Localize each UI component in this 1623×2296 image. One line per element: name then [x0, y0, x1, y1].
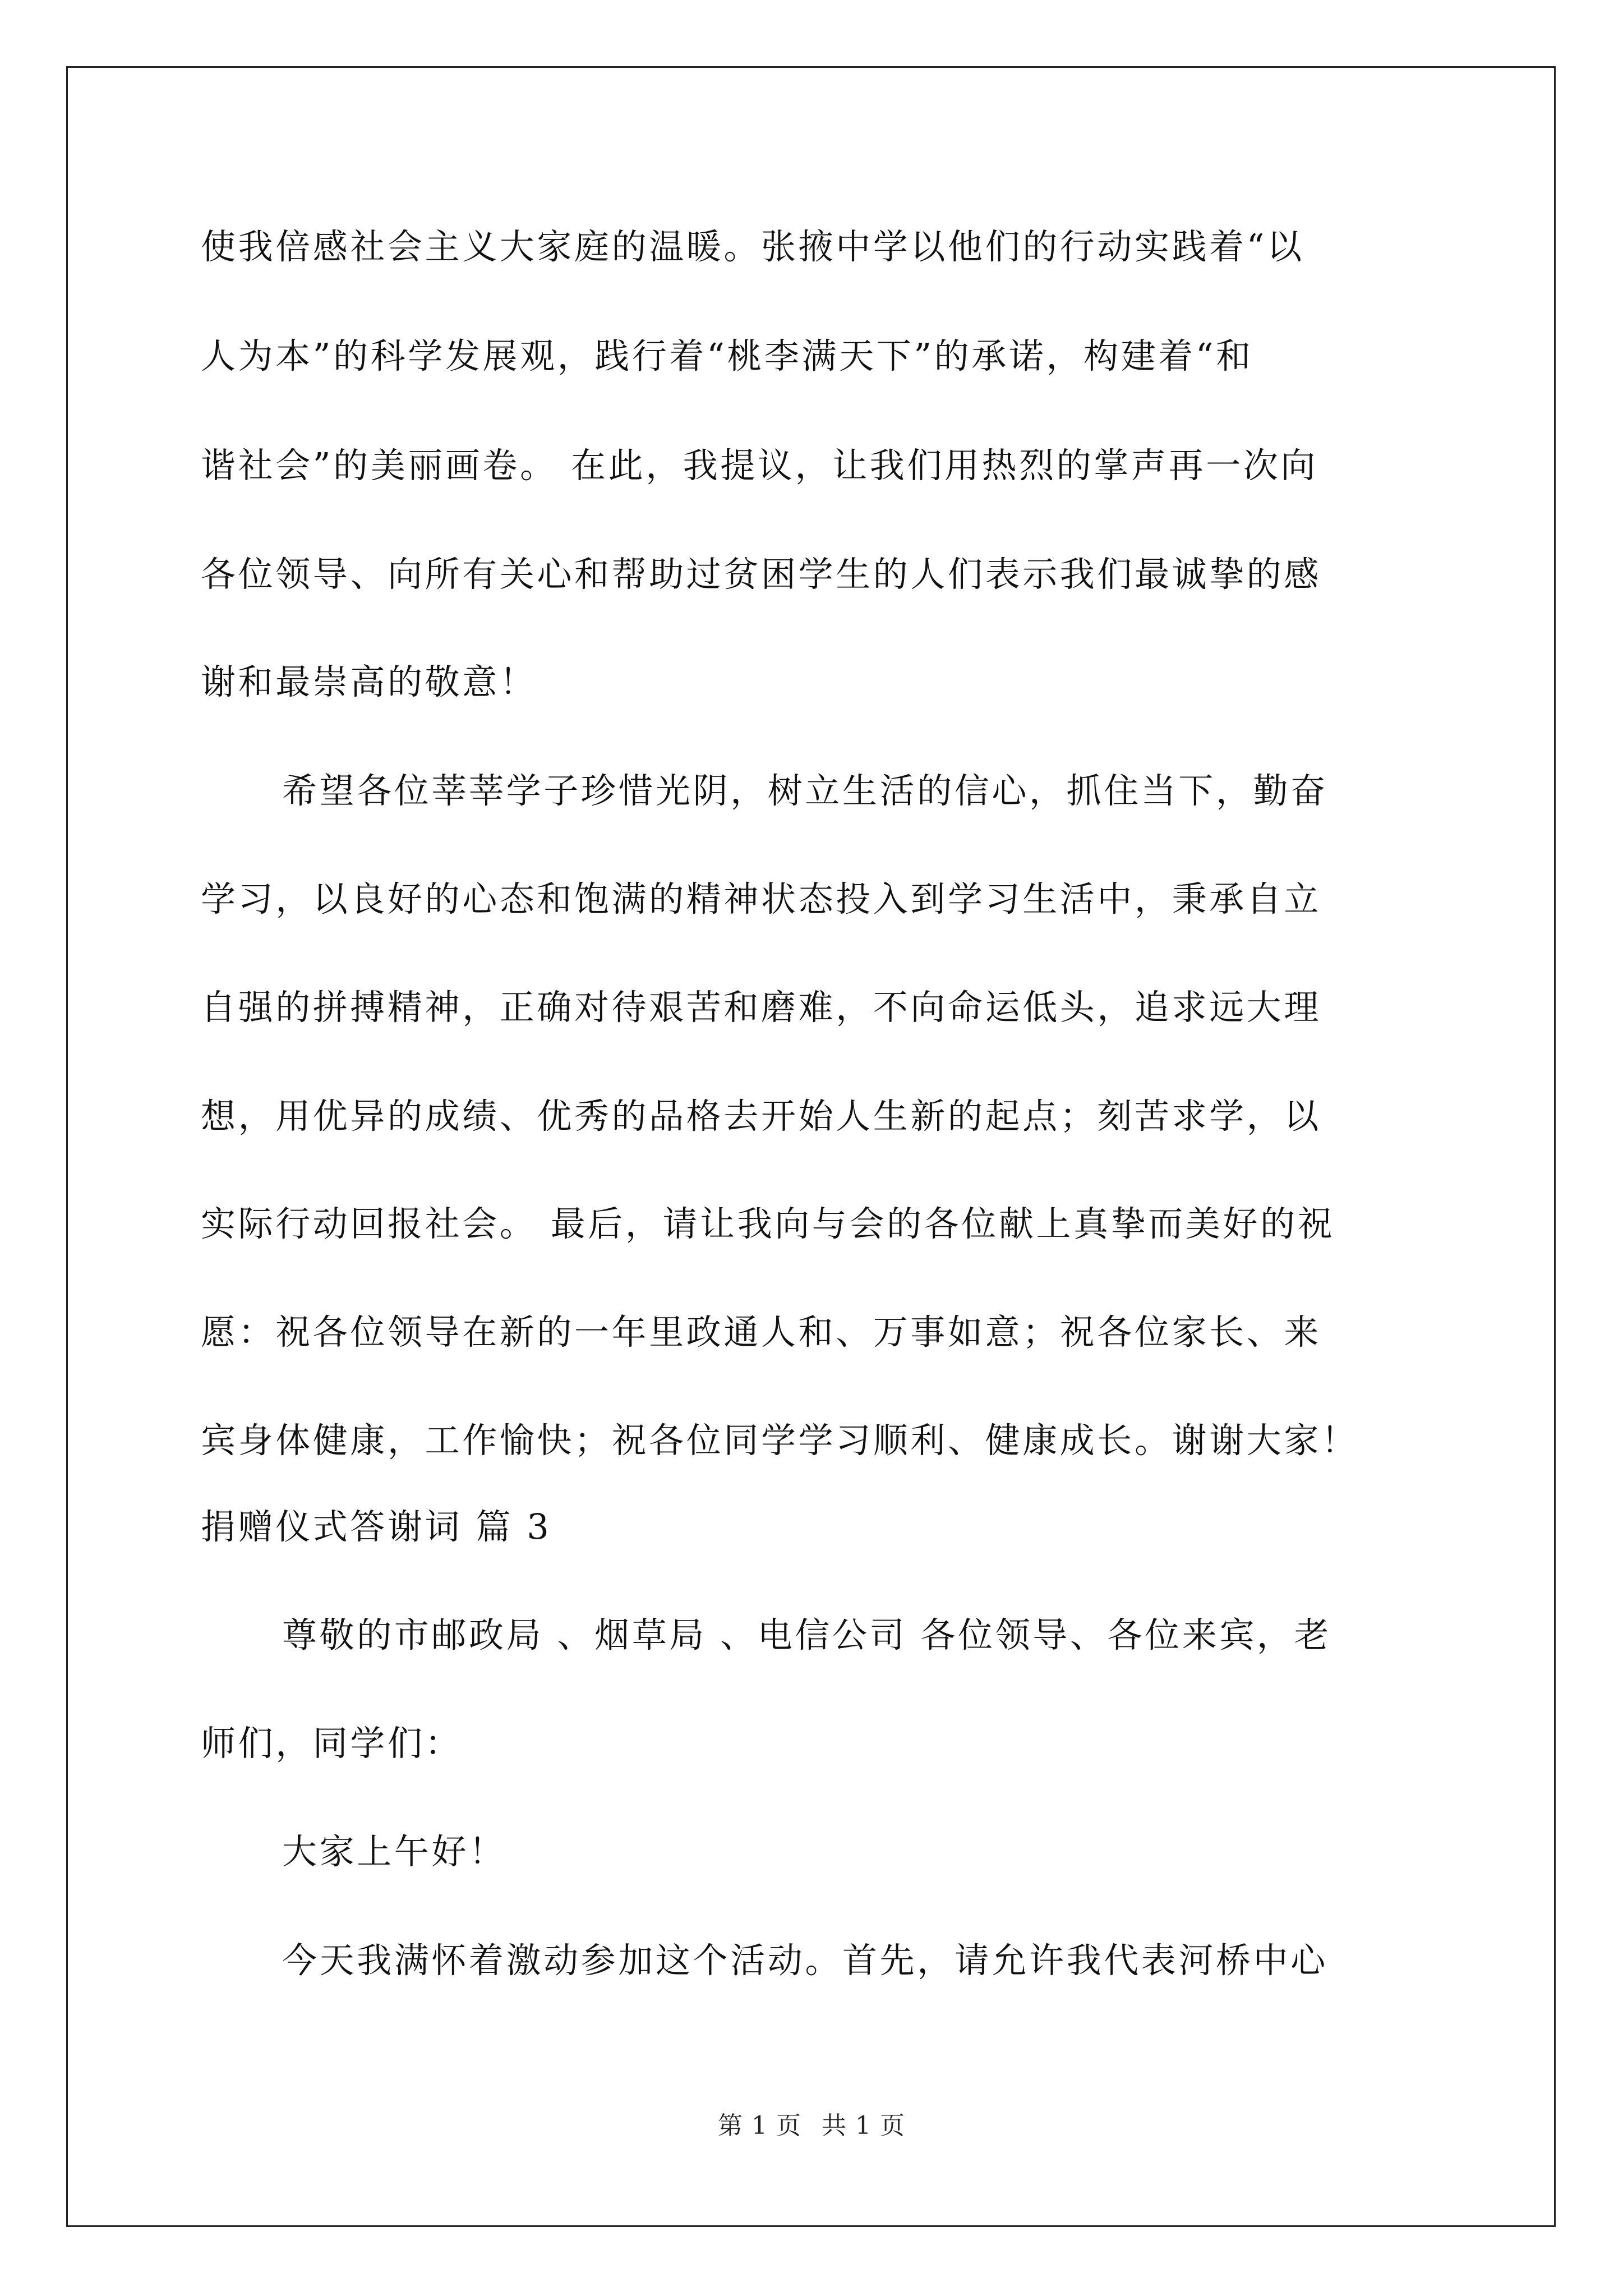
- text-line: 谢和最崇高的敬意！: [201, 661, 537, 702]
- page-footer: [0, 2110, 1623, 2142]
- text-line: 谐社会”的美丽画卷。 在此，我提议，让我们用热烈的掌声再一次向: [201, 445, 1318, 486]
- text-line: 宾身体健康，工作愉快；祝各位同学学习顺利、健康成长。谢谢大家！: [201, 1420, 1359, 1461]
- page-total: 共 1 页: [822, 2111, 905, 2140]
- text-line: 希望各位莘莘学子珍惜光阴，树立生活的信心，抓住当下，勤奋: [282, 770, 1328, 811]
- text-line: 自强的拼搏精神，正确对待艰苦和磨难，不向命运低头，追求远大理: [201, 987, 1322, 1028]
- text-line: 尊敬的市邮政局 、烟草局 、电信公司 各位领导、各位来宾，老: [282, 1614, 1332, 1655]
- text-line: 使我倍感社会主义大家庭的温暖。张掖中学以他们的行动实践着“以: [201, 226, 1304, 267]
- page-number: 第 1 页: [718, 2111, 801, 2140]
- text-line: 学习，以良好的心态和饱满的精神状态投入到学习生活中，秉承自立: [201, 878, 1322, 919]
- text-line: 各位领导、向所有关心和帮助过贫困学生的人们表示我们最诚挚的感: [201, 554, 1322, 595]
- text-line: 大家上午好！: [282, 1831, 506, 1872]
- text-line: 实际行动回报社会。 最后，请让我向与会的各位献上真挚而美好的祝: [201, 1203, 1335, 1244]
- text-line: 愿：祝各位领导在新的一年里政通人和、万事如意；祝各位家长、来: [201, 1312, 1322, 1352]
- section-heading: 捐赠仪式答谢词 篇 3: [201, 1506, 552, 1547]
- page-border: [66, 66, 1556, 2227]
- text-line: 人为本”的科学发展观，践行着“桃李满天下”的承诺，构建着“和: [201, 335, 1253, 376]
- text-line: 想，用优异的成绩、优秀的品格去开始人生新的起点；刻苦求学，以: [201, 1096, 1322, 1137]
- text-line: 师们，同学们：: [201, 1723, 463, 1764]
- text-line: 今天我满怀着激动参加这个活动。首先，请允许我代表河桥中心: [282, 1940, 1328, 1981]
